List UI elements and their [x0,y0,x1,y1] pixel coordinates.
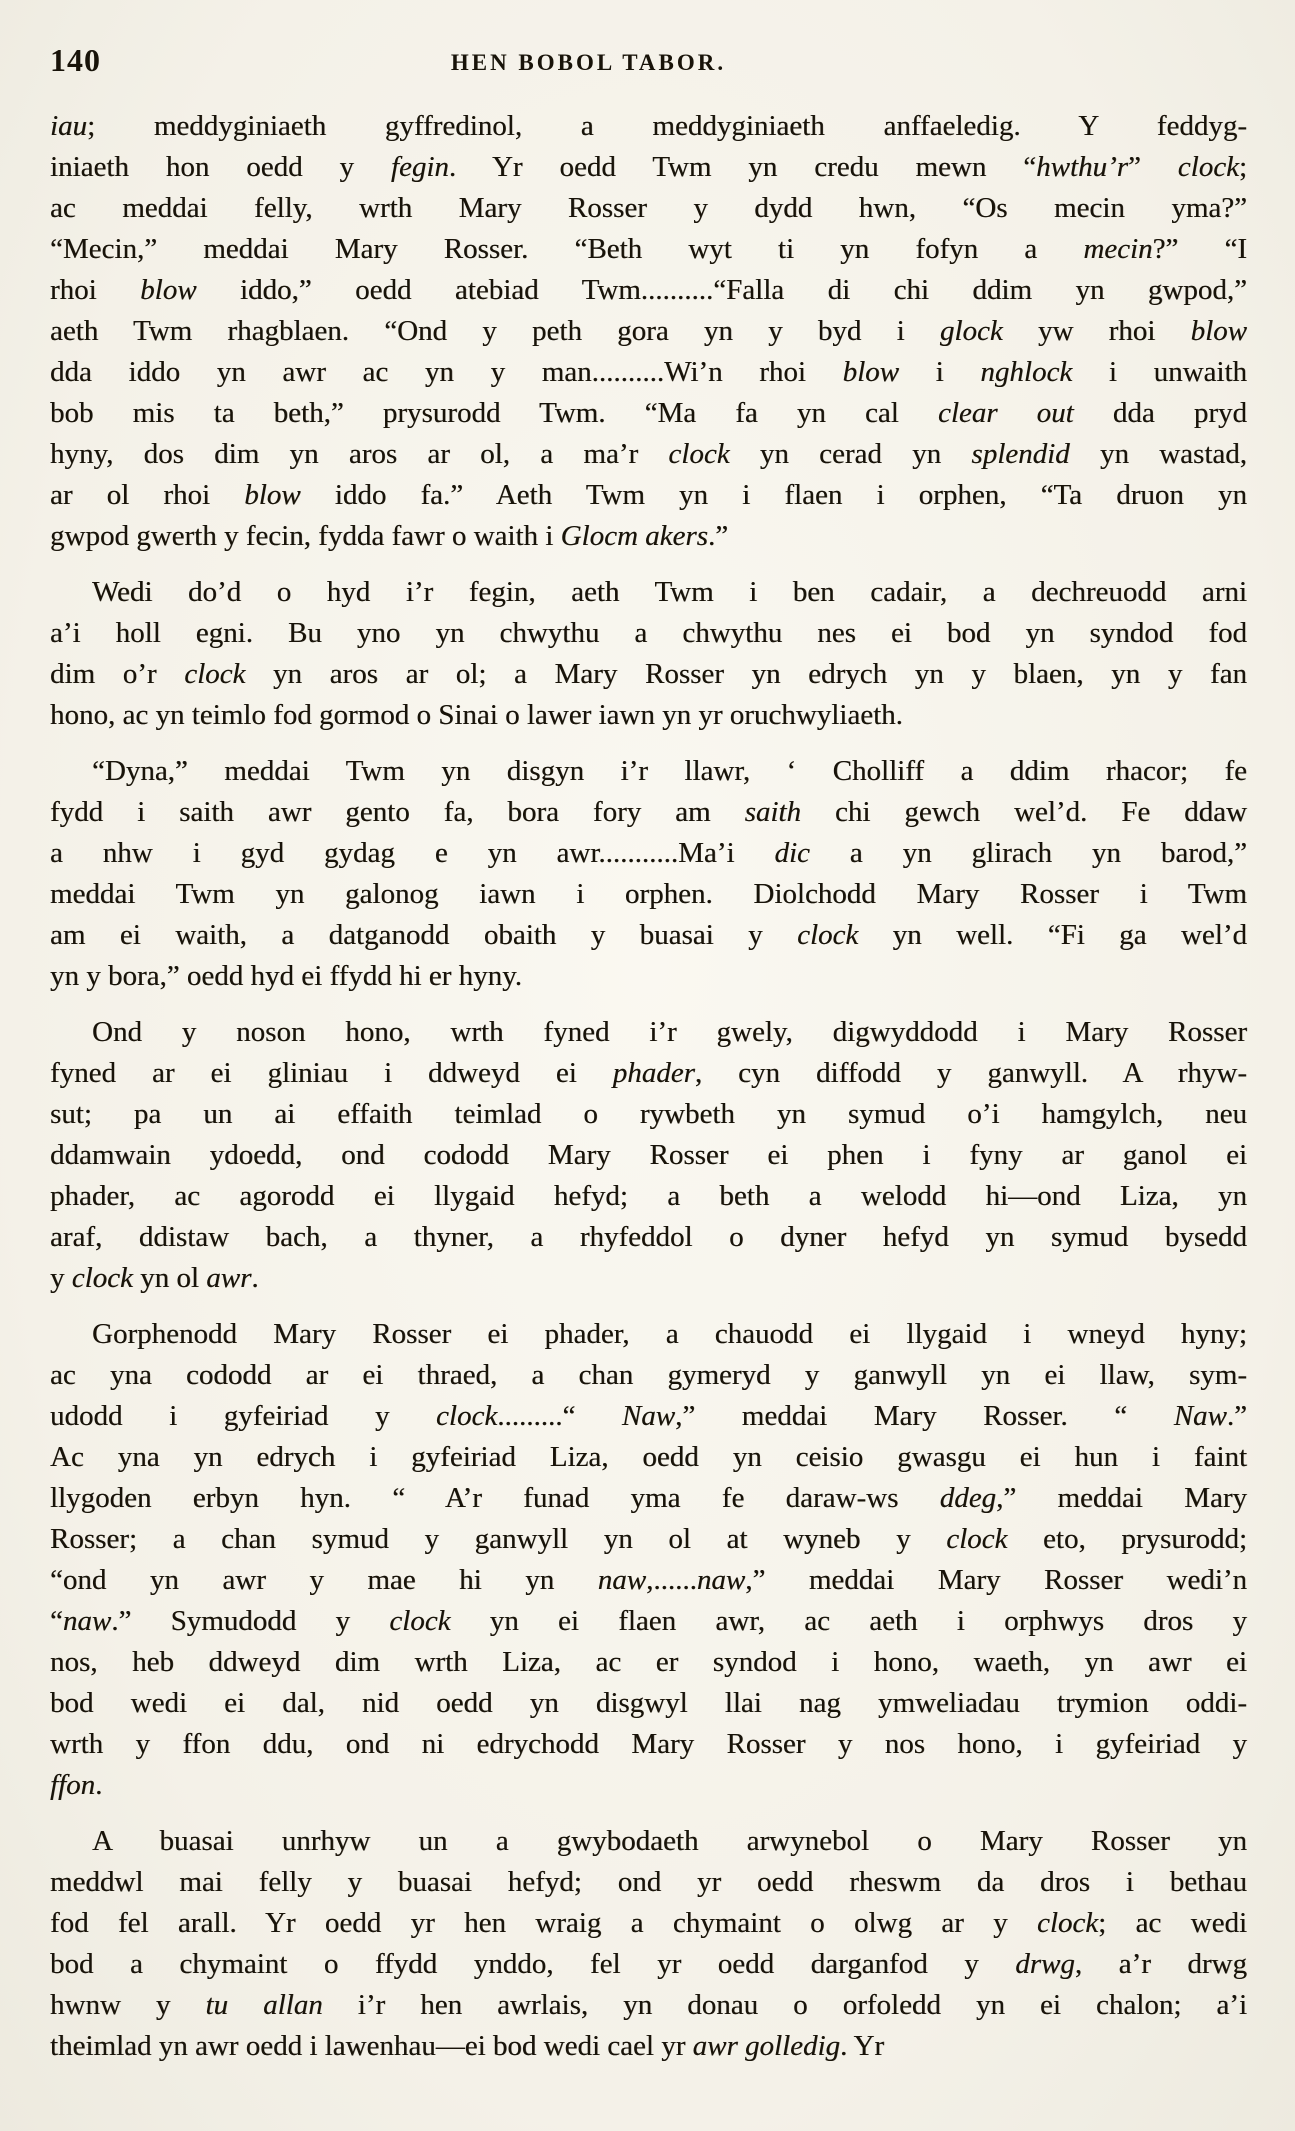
italic-text: Naw [1173,1400,1227,1432]
text-line [50,393,1247,434]
text-line [50,654,1247,695]
body-text: yn wastad, [1069,438,1247,470]
italic-text: ddeg [939,1482,997,1514]
text-block [50,106,1247,2067]
text-line [50,2026,1247,2067]
body-text: .” Symudodd y [111,1605,390,1637]
text-line [50,1053,1247,1094]
body-text: Rosser; a chan symud y ganwyll yn ol at wyneb y [50,1523,947,1555]
text-line [50,1985,1247,2026]
text-line [50,188,1247,229]
text-line [50,1314,1247,1355]
text-line [50,1176,1247,1217]
body-text: sut; pa un ai effaith teimlad o rywbeth yn symud o’i hamgylch, neu [50,1098,1247,1130]
italic-text: clock [946,1523,1008,1555]
text-line [50,1094,1247,1135]
body-text: iniaeth hon oedd y [50,151,391,183]
body-text: “Mecin,” meddai Mary Rosser. “Beth wyt ti yn fofyn a [50,233,1084,265]
body-text: fod fel arall. Yr oedd yr hen wraig a chymaint o olwg ar y [50,1907,1037,1939]
italic-text: Naw [621,1400,676,1432]
body-text: ddamwain ydoedd, ond cododd Mary Rosser ei phen i fyny ar ganol ei [50,1139,1247,1171]
text-line [50,516,1247,557]
paragraph [50,1821,1247,2067]
body-text: yn ol [132,1262,207,1294]
body-text: theimlad yn awr oedd i lawenhau—ei bod wedi cael yr [50,2030,693,2062]
italic-text: blow [244,479,301,511]
text-line [50,1821,1247,1862]
italic-text: phader [612,1057,695,1089]
body-text: aeth Twm rhagblaen. “Ond y peth gora yn y byd i [50,315,940,347]
text-line [50,475,1247,516]
text-line [50,1765,1247,1806]
italic-text: awr golledig [692,2030,841,2062]
text-line [50,1642,1247,1683]
text-line [50,915,1247,956]
text-line [50,1217,1247,1258]
body-text: ; ac wedi [1098,1907,1247,1939]
body-text: “ [50,1605,63,1637]
body-text: ,” meddai Mary [996,1482,1247,1514]
text-line [50,311,1247,352]
italic-text: clock [71,1262,133,1294]
body-text: “Dyna,” meddai Twm yn disgyn i’r llawr, ‘ Cholliff a ddim rhacor; fe [92,755,1247,787]
body-text: ,...... [646,1564,697,1596]
text-line [50,229,1247,270]
text-line [50,1560,1247,1601]
italic-text: mecin [1083,233,1153,265]
body-text: ar ol rhoi [50,479,245,511]
body-text: ,” meddai Mary Rosser. “ [675,1400,1174,1432]
body-text: yw rhoi [1002,315,1191,347]
italic-text: clock [797,919,859,951]
body-text: i [899,356,981,388]
text-line [50,1903,1247,1944]
italic-text: ffon [50,1769,96,1801]
italic-text: nghlock [980,356,1073,388]
paragraph [50,1012,1247,1299]
body-text: udodd i gyfeiriad y [50,1400,437,1432]
body-text: iddo,” oedd atebiad Twm..........“Falla di chi ddim yn gwpod,” [196,274,1247,306]
italic-text: glock [939,315,1003,347]
text-line [50,1724,1247,1765]
body-text: fyned ar ei gliniau i ddweyd ei [50,1057,613,1089]
body-text: dda iddo yn awr ac yn y man..........Wi’n rhoi [50,356,843,388]
body-text: . Yr [840,2030,885,2062]
italic-text: iau [50,110,88,142]
text-line [50,613,1247,654]
body-text: i unwaith [1072,356,1247,388]
text-line [50,751,1247,792]
italic-text: naw [696,1564,746,1596]
body-text: ; meddyginiaeth gyffredinol, a meddyginiaeth anffaeledig. Y feddyg- [87,110,1247,142]
body-text: nos, heb ddweyd dim wrth Liza, ac er syndod i hono, waeth, yn awr ei [50,1646,1247,1678]
text-line [50,1519,1247,1560]
text-line [50,572,1247,613]
text-line [50,1012,1247,1053]
body-text: yn well. “Fi ga wel’d [858,919,1247,951]
body-text: ” [1127,151,1178,183]
body-text: phader, ac agorodd ei llygaid hefyd; a beth a welodd hi—ond Liza, yn [50,1180,1247,1212]
text-line [50,695,1247,736]
body-text: chi gewch wel’d. Fe ddaw [800,796,1247,828]
body-text: .” [707,520,729,552]
body-text: bob mis ta beth,” prysurodd Twm. “Ma fa yn cal [50,397,938,429]
italic-text: dic [774,837,810,869]
italic-text: Glocm akers [560,520,708,552]
body-text: rhoi [50,274,141,306]
text-line [50,1437,1247,1478]
body-text: dim o’r [50,658,185,690]
body-text: Ond y noson hono, wrth fyned i’r gwely, digwyddodd i Mary Rosser [92,1016,1247,1048]
italic-text: hwthu’r [1036,151,1128,183]
body-text: A buasai unrhyw un a gwybodaeth arwynebol o Mary Rosser yn [92,1825,1247,1857]
paragraph [50,572,1247,736]
text-line [50,434,1247,475]
italic-text: awr [206,1262,252,1294]
italic-text: clock [1177,151,1239,183]
body-text: ac meddai felly, wrth Mary Rosser y dydd hwn, “Os mecin yma?” [50,192,1247,224]
body-text: , cyn diffodd y ganwyll. A rhyw- [694,1057,1247,1089]
italic-text: clock [436,1400,498,1432]
italic-text: saith [744,796,801,828]
body-text: i’r hen awrlais, yn donau o orfoledd yn ei chalon; a’i [322,1989,1248,2021]
paragraph [50,106,1247,557]
text-line [50,1862,1247,1903]
body-text: yn aros ar ol; a Mary Rosser yn edrych yn y blaen, yn y fan [245,658,1247,690]
body-text: y [50,1262,72,1294]
body-text: “ond yn awr y mae hi yn [50,1564,598,1596]
text-line [50,956,1247,997]
text-line [50,1601,1247,1642]
page-number: 140 [50,42,101,78]
paragraph [50,1314,1247,1806]
body-text: ; [1238,151,1247,183]
body-text: iddo fa.” Aeth Twm yn i flaen i orphen, “Ta druon yn [300,479,1247,511]
body-text: wrth y ffon ddu, ond ni edrychodd Mary Rosser y nos hono, i gyfeiriad y [50,1728,1247,1760]
body-text: a yn glirach yn barod,” [809,837,1247,869]
text-line [50,270,1247,311]
text-line [50,352,1247,393]
body-text: hyny, dos dim yn aros ar ol, a ma’r [50,438,669,470]
body-text: yn cerad yn [729,438,972,470]
body-text: hwnw y [50,1989,206,2021]
italic-text: fegin [390,151,449,183]
text-line [50,1258,1247,1299]
italic-text: clock [184,658,246,690]
italic-text: clock [1036,1907,1099,1939]
italic-text: blow [842,356,900,388]
body-text: bod a chymaint o ffydd ynddo, fel yr oedd darganfod y [50,1948,1016,1980]
body-text: dda pryd [1073,397,1247,429]
italic-text: naw [597,1564,647,1596]
body-text: , a’r drwg [1074,1948,1247,1980]
body-text: ac yna cododd ar ei thraed, a chan gymeryd y ganwyll yn ei llaw, sym- [50,1359,1247,1391]
body-text: yn ei flaen awr, ac aeth i orphwys dros y [450,1605,1247,1637]
italic-text: drwg [1015,1948,1075,1980]
italic-text: blow [1190,315,1247,347]
text-line [50,833,1247,874]
running-title: HEN BOBOL TABOR. [450,50,727,75]
body-text: meddai Twm yn galonog iawn i orphen. Diolchodd Mary Rosser i Twm [50,878,1247,910]
text-line [50,106,1247,147]
page-header [50,42,1247,90]
italic-text: tu allan [205,1989,323,2021]
text-line [50,1683,1247,1724]
italic-text: clock [668,438,730,470]
paragraph [50,751,1247,997]
body-text: araf, ddistaw bach, a thyner, a rhyfeddol o dyner hefyd yn symud bysedd [50,1221,1247,1253]
text-line [50,874,1247,915]
body-text: yn y bora,” oedd hyd ei ffydd hi er hyny. [50,960,522,992]
body-text: Gorphenodd Mary Rosser ei phader, a chauodd ei llygaid i wneyd hyny; [92,1318,1247,1350]
italic-text: naw [62,1605,112,1637]
text-line [50,792,1247,833]
body-text: meddwl mai felly y buasai hefyd; ond yr oedd rheswm da dros i bethau [50,1866,1247,1898]
body-text: bod wedi ei dal, nid oedd yn disgwyl llai nag ymweliadau trymion oddi- [50,1687,1247,1719]
italic-text: blow [140,274,197,306]
text-line [50,1135,1247,1176]
body-text: gwpod gwerth y fecin, fydda fawr o waith i [50,520,561,552]
body-text: hono, ac yn teimlo fod gormod o Sinai o lawer iawn yn yr oruchwyliaeth. [50,699,903,731]
body-text: llygoden erbyn hyn. “ A’r funad yma fe daraw-ws [50,1482,940,1514]
text-line [50,147,1247,188]
text-line [50,1944,1247,1985]
body-text: Wedi do’d o hyd i’r fegin, aeth Twm i ben cadair, a dechreuodd arni [92,576,1247,608]
body-text: . [95,1769,103,1801]
body-text: . Yr oedd Twm yn credu mewn “ [448,151,1037,183]
italic-text: clear out [937,397,1074,429]
body-text: Ac yna yn edrych i gyfeiriad Liza, oedd yn ceisio gwasgu ei hun i faint [50,1441,1247,1473]
body-text: eto, prysurodd; [1007,1523,1248,1555]
italic-text: splendid [971,438,1070,470]
body-text: ?” “I [1152,233,1247,265]
body-text: .” [1226,1400,1247,1432]
body-text: . [251,1262,259,1294]
text-line [50,1478,1247,1519]
text-line [50,1396,1247,1437]
body-text: a’i holl egni. Bu yno yn chwythu a chwythu nes ei bod yn syndod fod [50,617,1247,649]
body-text: fydd i saith awr gento fa, bora fory am [50,796,745,828]
body-text: a nhw i gyd gydag e yn awr...........Ma’i [50,837,775,869]
body-text: am ei waith, a datganodd obaith y buasai y [50,919,798,951]
italic-text: clock [389,1605,451,1637]
body-text: .........“ [497,1400,622,1432]
text-line [50,1355,1247,1396]
body-text: ,” meddai Mary Rosser wedi’n [745,1564,1248,1596]
